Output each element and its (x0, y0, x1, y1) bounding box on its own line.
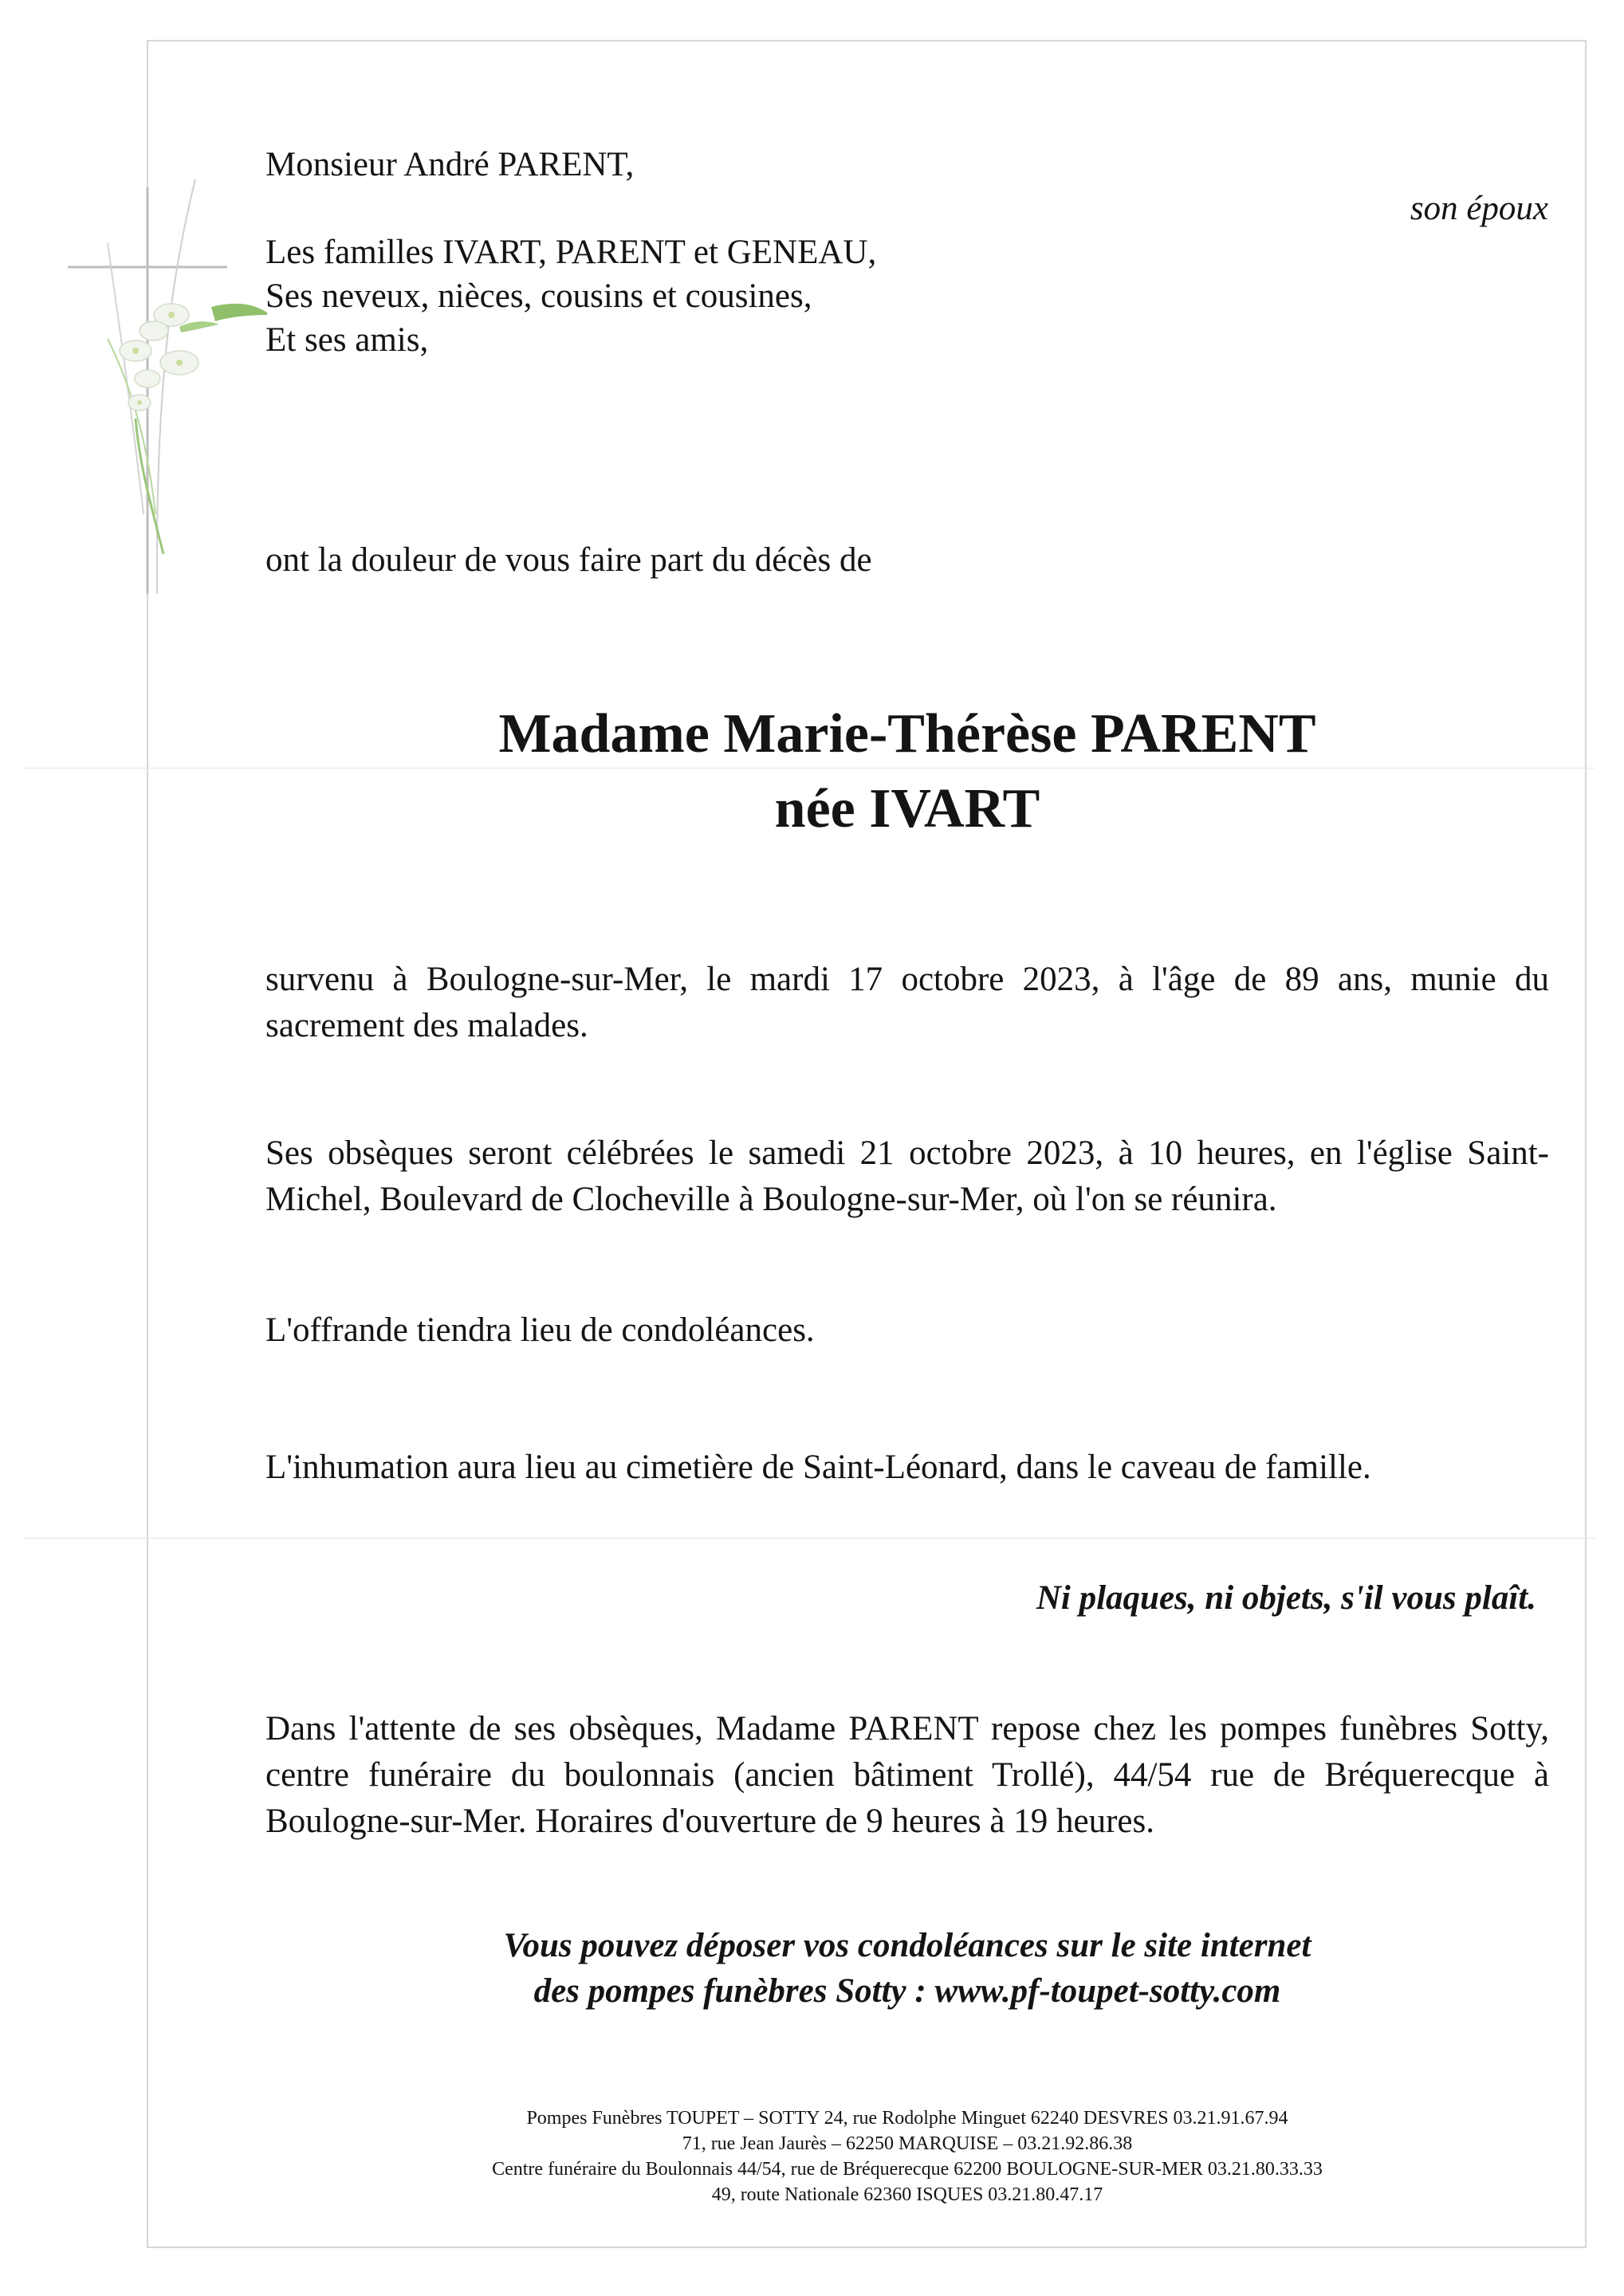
no-plaques-notice: Ni plaques, ni objets, s'il vous plaît. (1036, 1579, 1536, 1617)
death-paragraph: survenu à Boulogne-sur-Mer, le mardi 17 octobre 2023, à l'âge de 89 ans, munie du sacrement des malades. (265, 961, 1549, 1044)
husband-name: Monsieur André PARENT, (265, 146, 635, 183)
husband-role: son époux (1410, 190, 1548, 227)
rest-paragraph: Dans l'attente de ses obsèques, Madame PARENT repose chez les pompes funèbres Sotty, centre funéraire du boulonnais (ancien bâtiment Trollé), 44/54 rue de Bréquerecque à Boulogne-sur-Mer. Horaires d'ouverture de 9 heures à 19 heures. (265, 1710, 1549, 1840)
footer-line-3: Centre funéraire du Boulonnais 44/54, rue de Bréquerecque 62200 BOULOGNE-SUR-MER 03.21.80.33.33 (492, 2159, 1323, 2180)
deceased-name: Madame Marie-Thérèse PARENT (498, 703, 1316, 765)
funeral-paragraph: Ses obsèques seront célébrées le samedi 21 octobre 2023, à 10 heures, en l'église Saint-Michel, Boulevard de Clocheville à Boulogne-sur-Mer, où l'on se réunira. (265, 1134, 1549, 1218)
condolences-line-1: Vous pouvez déposer vos condoléances sur le site internet (503, 1927, 1311, 1964)
footer-line-4: 49, route Nationale 62360 ISQUES 03.21.80.47.17 (711, 2184, 1103, 2205)
fold-line-bottom (24, 1538, 1595, 1539)
families-line: Les familles IVART, PARENT et GENEAU, (265, 234, 877, 271)
announcement-line: ont la douleur de vous faire part du décès de (265, 541, 872, 579)
relatives-line: Ses neveux, nièces, cousins et cousines, (265, 277, 812, 315)
offering-paragraph: L'offrande tiendra lieu de condoléances. (265, 1311, 815, 1349)
condolences-line-2: des pompes funèbres Sotty : www.pf-toupet-sotty.com (533, 1972, 1281, 2010)
cross-with-orchid-icon (60, 179, 267, 594)
friends-line: Et ses amis, (265, 321, 429, 359)
burial-paragraph: L'inhumation aura lieu au cimetière de Saint-Léonard, dans le caveau de famille. (265, 1449, 1371, 1486)
footer-line-2: 71, rue Jean Jaurès – 62250 MARQUISE – 03.21.92.86.38 (682, 2133, 1133, 2154)
deceased-maiden-name: née IVART (774, 778, 1040, 839)
footer-line-1: Pompes Funèbres TOUPET – SOTTY 24, rue Rodolphe Minguet 62240 DESVRES 03.21.91.67.94 (526, 2108, 1288, 2129)
